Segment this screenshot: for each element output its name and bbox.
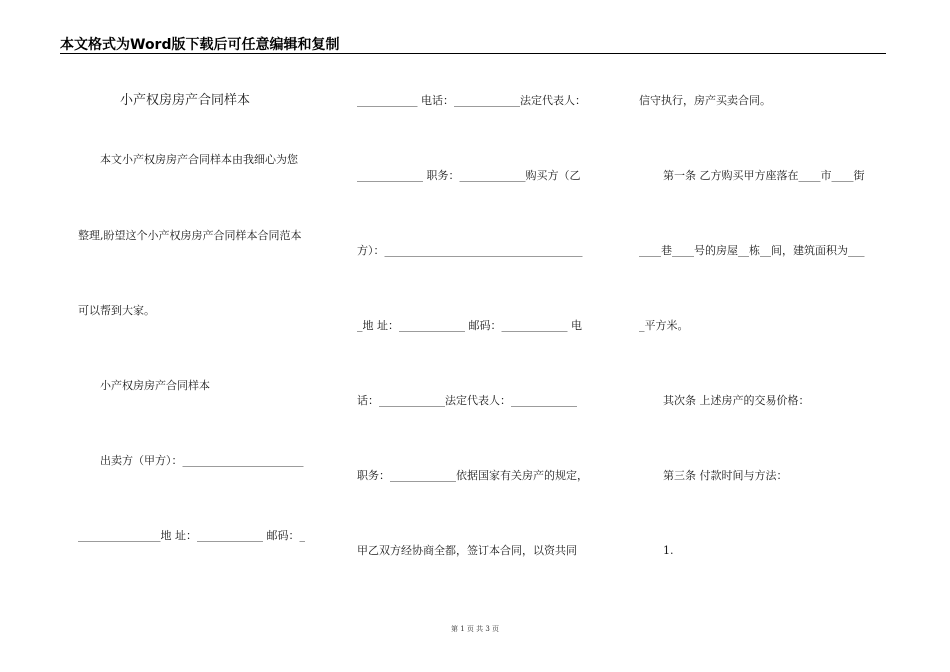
body-line: 整理,盼望这个小产权房房产合同样本合同范本 bbox=[78, 229, 302, 242]
body-line: ____________ 职务：____________购买方（乙 bbox=[357, 169, 581, 182]
body-line: 出卖方（甲方）：______________________ bbox=[100, 454, 304, 467]
body-line: 职务：____________依据国家有关房产的规定， bbox=[357, 469, 588, 482]
column-3 bbox=[639, 0, 889, 672]
list-item: 1. bbox=[663, 544, 674, 557]
article-line: 第一条 乙方购买甲方座落在____市____街 bbox=[663, 169, 865, 182]
body-line: 话：____________法定代表人：____________ bbox=[357, 394, 577, 407]
body-line: 方）：____________________________________ bbox=[357, 244, 583, 257]
body-line: 甲乙双方经协商全都，签订本合同，以资共同 bbox=[357, 544, 577, 557]
column-2 bbox=[357, 0, 607, 672]
section-heading: 小产权房房产合同样本 bbox=[100, 379, 210, 392]
article-line: 其次条 上述房产的交易价格： bbox=[663, 394, 810, 407]
document-banner: 本文格式为Word版下载后可任意编辑和复制 bbox=[60, 37, 340, 53]
document-title: 小产权房房产合同样本 bbox=[120, 93, 251, 108]
article-line: 第三条 付款时间与方法： bbox=[663, 469, 788, 482]
body-line: 本文小产权房房产合同样本由我细心为您 bbox=[100, 153, 298, 166]
body-line: _______________地 址：____________ 邮码：_ bbox=[78, 529, 305, 542]
body-line: _地 址：____________ 邮码：____________ 电 bbox=[357, 319, 582, 332]
body-line: ____巷____号的房屋__栋__间，建筑面积为___ bbox=[639, 244, 865, 257]
column-1 bbox=[78, 0, 328, 672]
body-line: 信守执行，房产买卖合同。 bbox=[639, 94, 771, 107]
body-line: ___________ 电话：____________法定代表人： bbox=[357, 94, 586, 107]
body-line: 可以帮到大家。 bbox=[78, 304, 155, 317]
page-number: 第 1 页 共 3 页 bbox=[450, 625, 500, 633]
body-line: _平方米。 bbox=[639, 319, 689, 332]
